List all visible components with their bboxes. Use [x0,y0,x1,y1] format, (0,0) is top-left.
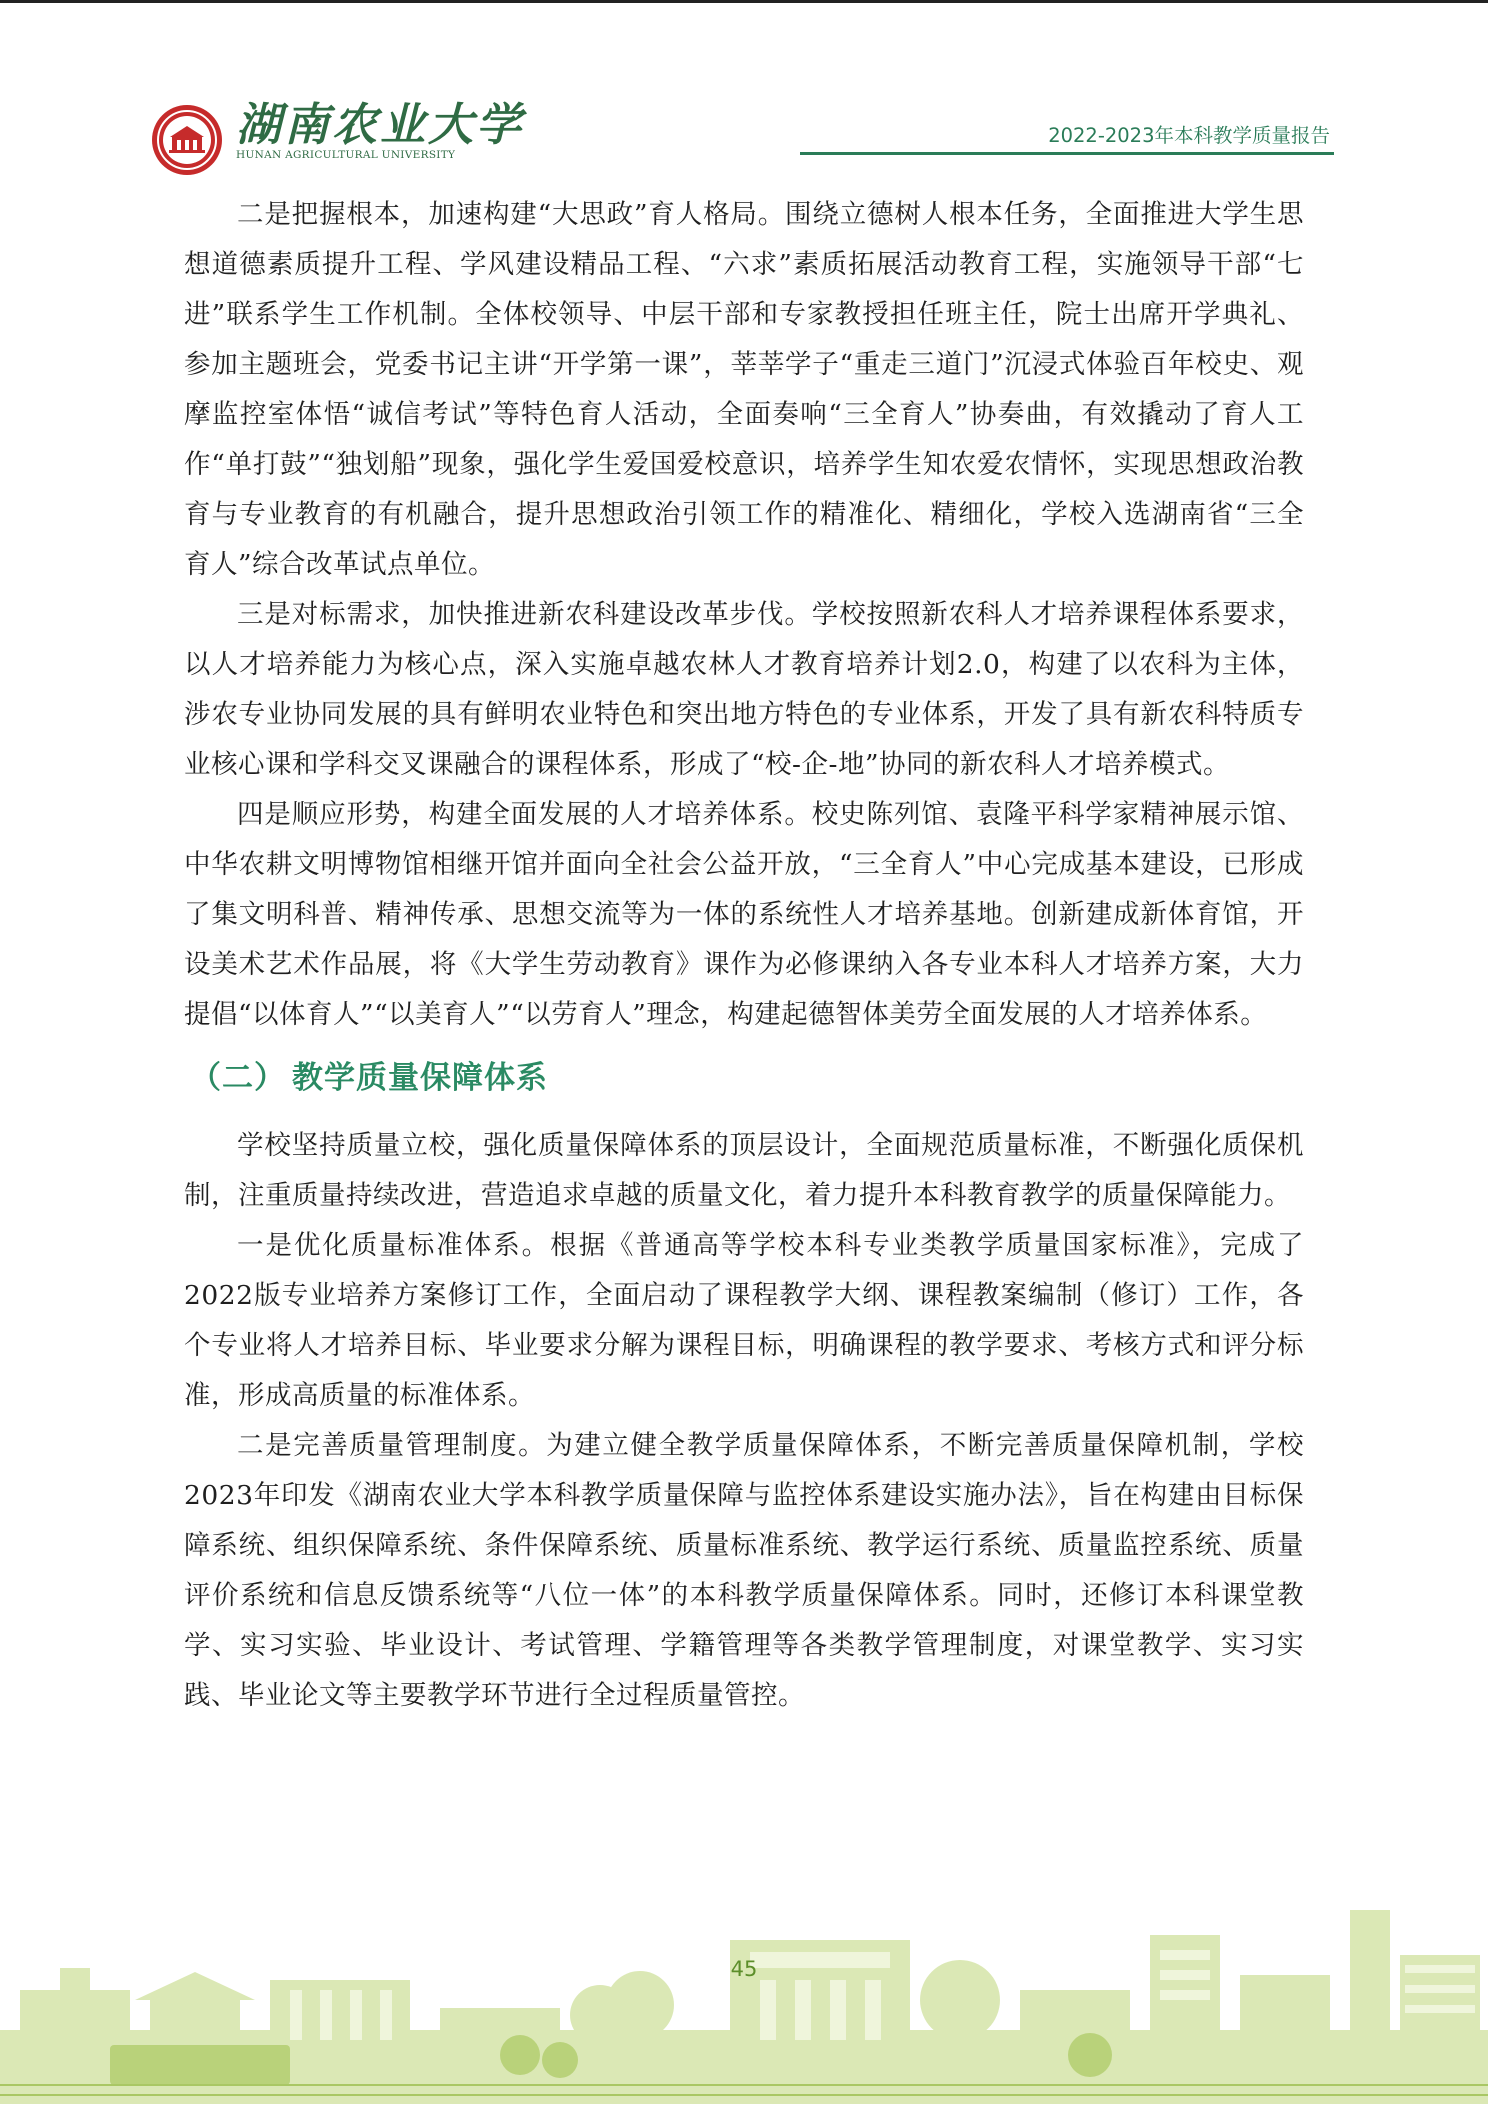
campus-buildings-illustration [0,1880,1488,2104]
university-name-english: HUNAN AGRICULTURAL UNIVERSITY [236,149,456,161]
paragraph-new-agriculture: 三是对标需求，加快推进新农科建设改革步伐。学校按照新农科人才培养课程体系要求，以人才培养能力为核心点，深入实施卓越农林人才教育培养计划2.0，构建了以农科为主体，涉农专业协同发展的具有鲜明农业特色和突出地方特色的专业体系，开发了具有新农科特质专业核心课和学科交叉课融合的课程体系，形成了“校-企-地”协同的新农科人才培养模式。 [184,599,1304,780]
university-seal-icon [150,103,224,177]
paragraph-quality-intro: 学校坚持质量立校，强化质量保障体系的顶层设计，全面规范质量标准，不断强化质保机制，注重质量持续改进，营造追求卓越的质量文化，着力提升本科教育教学的质量保障能力。 [184,1130,1304,1211]
report-title: 2022-2023年本科教学质量报告 [1048,124,1330,147]
section-title: 教学质量保障体系 [292,1060,548,1096]
paragraph-quality-standards: 一是优化质量标准体系。根据《普通高等学校本科专业类教学质量国家标准》，完成了2022版专业培养方案修订工作，全面启动了课程教学大纲、课程教案编制（修订）工作，各个专业将人才培养目标、毕业要求分解为课程目标，明确课程的教学要求、考核方式和评分标准，形成高质量的标准体系。 [184,1230,1304,1411]
page-header [0,0,1488,175]
paragraph-moral-education: 二是把握根本，加速构建“大思政”育人格局。围绕立德树人根本任务，全面推进大学生思想道德素质提升工程、学风建设精品工程、“六求”素质拓展活动教育工程，实施领导干部“七进”联系学生工作机制。全体校领导、中层干部和专家教授担任班主任，院士出席开学典礼、参加主题班会，党委书记主讲“开学第一课”，莘莘学子“重走三道门”沉浸式体验百年校史、观摩监控室体悟“诚信考试”等特色育人活动，全面奏响“三全育人”协奏曲，有效撬动了育人工作“单打鼓”“独划船”现象，强化学生爱国爱校意识，培养学生知农爱农情怀，实现思想政治教育与专业教育的有机融合，提升思想政治引领工作的精准化、精细化，学校入选湖南省“三全育人”综合改革试点单位。 [184,199,1304,580]
paragraph-talent-system: 四是顺应形势，构建全面发展的人才培养体系。校史陈列馆、袁隆平科学家精神展示馆、中华农耕文明博物馆相继开馆并面向全社会公益开放，“三全育人”中心完成基本建设，已形成了集文明科普、精神传承、思想交流等为一体的系统性人才培养基地。创新建成新体育馆，开设美术艺术作品展，将《大学生劳动教育》课作为必修课纳入各专业本科人才培养方案，大力提倡“以体育人”“以美育人”“以劳育人”理念，构建起德智体美劳全面发展的人才培养体系。 [184,799,1304,1030]
section-number: （二） [190,1060,286,1096]
university-name-chinese: 湖南农业大学 [236,98,525,151]
section-heading [184,1053,1304,1103]
header-divider [800,152,1334,155]
page-number: 45 [730,1957,758,1981]
paragraph-quality-management: 二是完善质量管理制度。为建立健全教学质量保障体系，不断完善质量保障机制，学校2023年印发《湖南农业大学本科教学质量保障与监控体系建设实施办法》，旨在构建由目标保障系统、组织保障系统、条件保障系统、质量标准系统、教学运行系统、质量监控系统、质量评价系统和信息反馈系统等“八位一体”的本科教学质量保障体系。同时，还修订本科课堂教学、实习实验、毕业设计、考试管理、学籍管理等各类教学管理制度，对课堂教学、实习实践、毕业论文等主要教学环节进行全过程质量管控。 [184,1430,1304,1711]
page-body [184,190,1304,1721]
